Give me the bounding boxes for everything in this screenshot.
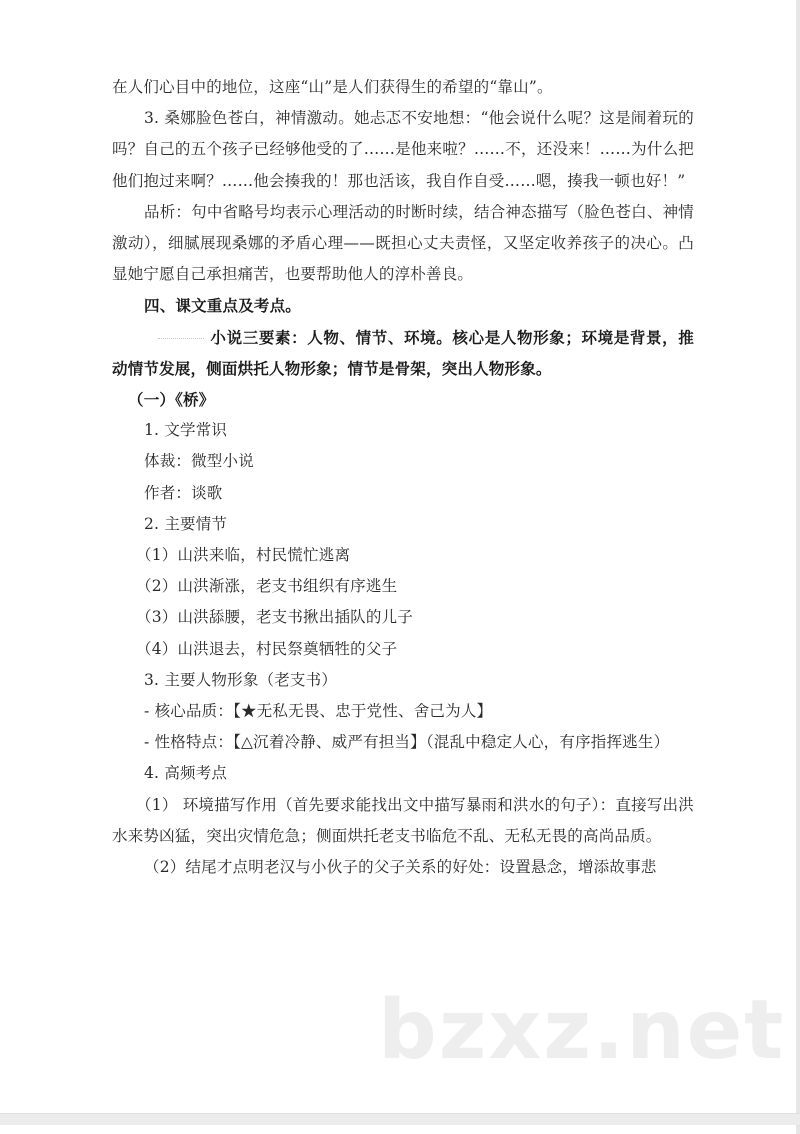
dotted-leader — [158, 338, 204, 339]
paragraph-continuation: 在人们心目中的地位，这座“山”是人们获得生的希望的“靠山”。 — [112, 78, 553, 96]
exam-point-2: （2）结尾才点明老汉与小伙子的父子关系的好处：设置悬念，增添故事悲 — [144, 858, 657, 877]
paragraph-novel-elements-text: 小说三要素：人物、情节、环境。核心是人物形象；环境是背景，推动情节发展，侧面烘托人物形象；情节是骨架，突出人物形象。 — [112, 327, 694, 378]
item-main-character: 3. 主要人物形象（老支书） — [144, 670, 338, 689]
item-literary-knowledge: 1. 文学常识 — [144, 421, 228, 440]
item-frequent-exam-points: 4. 高频考点 — [144, 764, 228, 783]
plot-step-1: （1）山洪来临，村民慌忙逃离 — [136, 546, 351, 565]
plot-step-3: （3）山洪舔腰，老支书揪出插队的儿子 — [136, 608, 413, 627]
document-body — [112, 72, 694, 883]
watermark: bzxz.net — [378, 983, 786, 1078]
paragraph-sangna-quote: 3. 桑娜脸色苍白，神情激动。她忐忑不安地想：“他会说什么呢？这是闹着玩的吗？自己的五个孩子已经够他受的了……是他来啦？……不，还没来！……为什么把他们抱过来啊？……他会揍我的！那也活该，我自作自受……嗯，揍我一顿也好！” — [112, 109, 694, 190]
item-genre: 体裁：微型小说 — [144, 452, 254, 471]
character-core-quality: - 核心品质：【★无私无畏、忠于党性、舍己为人】 — [144, 702, 493, 721]
plot-step-2: （2）山洪渐涨，老支书组织有序逃生 — [136, 577, 398, 596]
next-page-top — [0, 1125, 796, 1134]
character-personality: - 性格特点：【△沉着冷静、威严有担当】（混乱中稳定人心，有序指挥逃生） — [144, 733, 670, 752]
exam-point-1: （1） 环境描写作用（首先要求能找出文中描写暴雨和洪水的句子）：直接写出洪水来势凶猛，突出灾情危急；侧面烘托老支书临危不乱、无私无畏的高尚品质。 — [112, 795, 694, 845]
plot-step-4: （4）山洪退去，村民祭奠牺牲的父子 — [136, 639, 398, 658]
section-heading-key-points: 四、课文重点及考点。 — [144, 296, 302, 316]
paragraph-novel-elements — [112, 322, 694, 384]
paragraph-analysis: 品析：句中省略号均表示心理活动的时断时续，结合神态描写（脸色苍白、神情激动），细腻展现桑娜的矛盾心理——既担心丈夫责怪，又坚定收养孩子的决心。凸显她宁愿自己承担痛苦，也要帮助他人的淳朴善良。 — [112, 202, 694, 284]
subsection-heading-bridge: （一）《桥》 — [128, 390, 215, 410]
item-main-plot: 2. 主要情节 — [144, 514, 228, 533]
item-author: 作者：谈歌 — [144, 483, 223, 502]
page-right-edge — [796, 0, 800, 1134]
